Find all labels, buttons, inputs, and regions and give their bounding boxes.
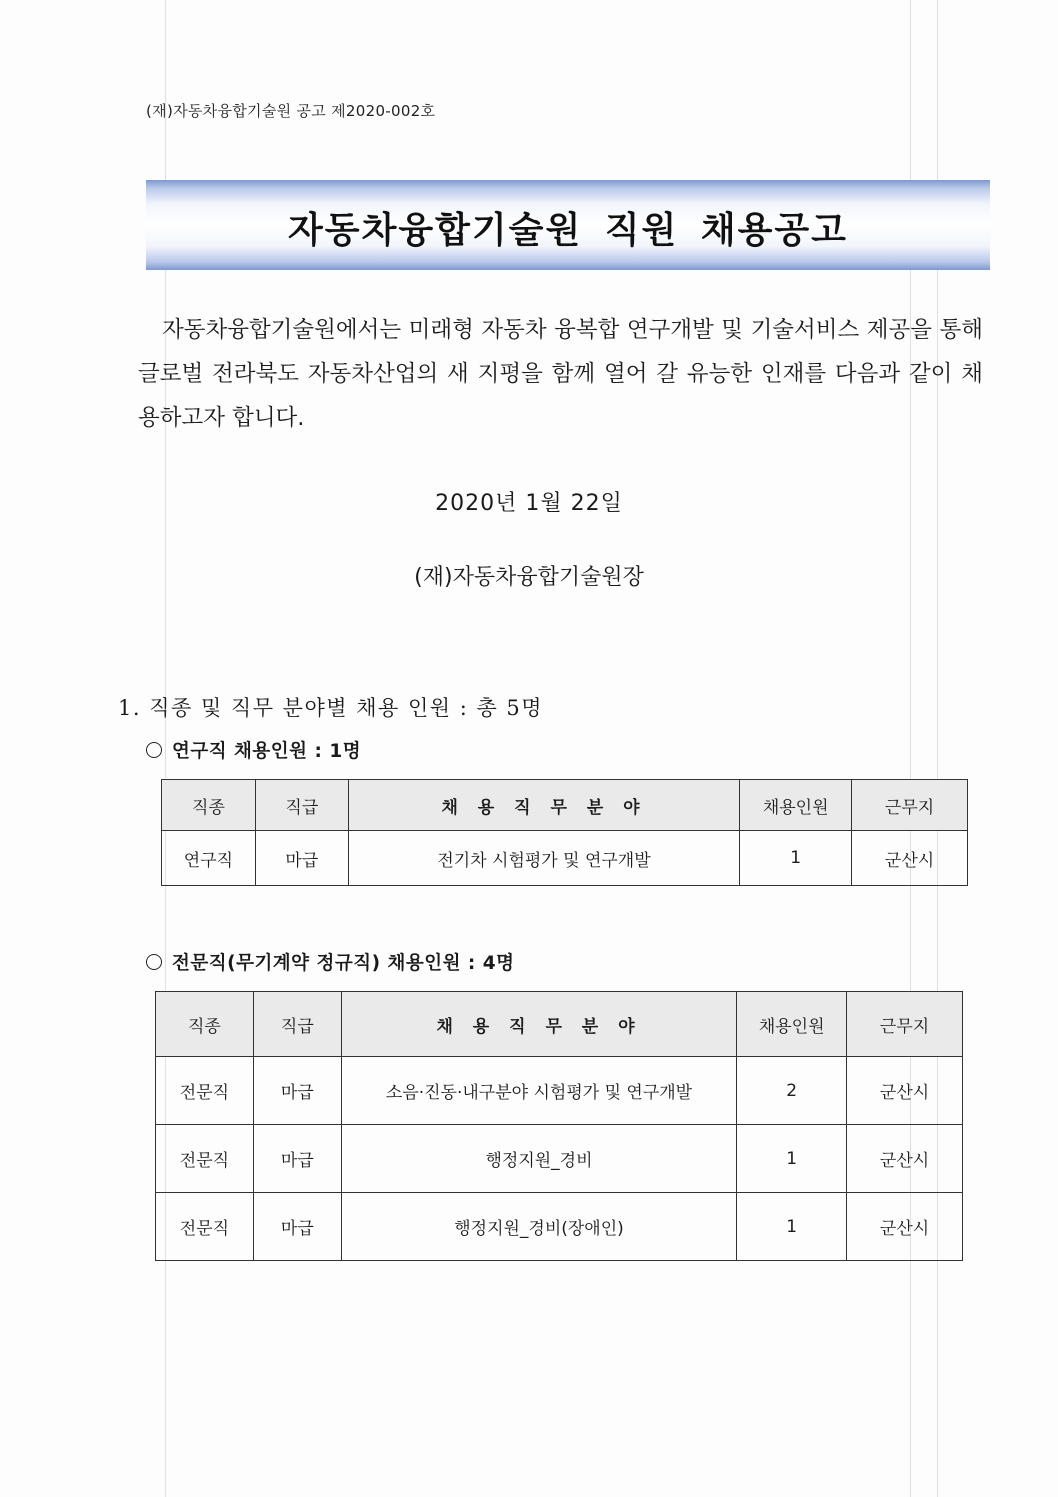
table-cell: 전문직	[156, 1057, 254, 1125]
table-row	[156, 1057, 963, 1125]
table-row	[156, 1193, 963, 1261]
intro-paragraph	[138, 308, 983, 440]
table-cell: 행정지원_경비(장애인)	[341, 1193, 736, 1261]
table-cell: 마급	[253, 1125, 341, 1193]
table-cell: 전문직	[156, 1193, 254, 1261]
notice-date: 2020년 1월 22일	[435, 491, 623, 516]
table-cell: 군산시	[847, 1125, 963, 1193]
notice-number: (재)자동차융합기술원 공고 제2020-002호	[146, 102, 436, 120]
table-cell: 1	[737, 1125, 847, 1193]
intro-text: 자동차융합기술원에서는 미래형 자동차 융복합 연구개발 및 기술서비스 제공을 통해 글로벌 전라북도 자동차산업의 새 지평을 함께 열어 갈 유능한 인재를 다음과 같이 채용하고자 합니다.	[138, 317, 983, 431]
section-heading: 1. 직종 및 직무 분야별 채용 인원 : 총 5명	[118, 696, 544, 720]
column-header: 근무지	[847, 992, 963, 1057]
column-header: 직급	[253, 992, 341, 1057]
research-table	[161, 779, 968, 886]
table-row	[162, 831, 968, 886]
table-row	[156, 1125, 963, 1193]
table-cell: 1	[737, 1193, 847, 1261]
column-header: 직종	[162, 780, 256, 831]
column-header: 채 용 직 무 분 야	[341, 992, 736, 1057]
professional-subheading	[146, 949, 515, 975]
table-cell: 군산시	[852, 831, 968, 886]
table-cell: 전기차 시험평가 및 연구개발	[348, 831, 739, 886]
table-cell: 마급	[253, 1193, 341, 1261]
professional-table	[155, 991, 963, 1261]
professional-label: 전문직(무기계약 정규직) 채용인원 : 4명	[172, 953, 515, 974]
issuer-name: (재)자동차융합기술원장	[414, 565, 644, 590]
column-header: 채용인원	[740, 780, 852, 831]
table-cell: 군산시	[847, 1057, 963, 1125]
table-cell: 군산시	[847, 1193, 963, 1261]
table-cell: 마급	[253, 1057, 341, 1125]
column-header: 채용인원	[737, 992, 847, 1057]
table-cell: 소음·진동·내구분야 시험평가 및 연구개발	[341, 1057, 736, 1125]
table-cell: 연구직	[162, 831, 256, 886]
research-subheading	[146, 737, 361, 763]
table-cell: 2	[737, 1057, 847, 1125]
column-header: 근무지	[852, 780, 968, 831]
column-header: 채 용 직 무 분 야	[348, 780, 739, 831]
column-header: 직종	[156, 992, 254, 1057]
table-cell: 마급	[255, 831, 348, 886]
page-title: 자동차융합기술원 직원 채용공고	[288, 210, 848, 251]
research-label: 연구직 채용인원 : 1명	[172, 741, 362, 762]
table-header-row	[162, 780, 968, 831]
circle-bullet-icon	[146, 954, 162, 970]
table-header-row	[156, 992, 963, 1057]
table-cell: 1	[740, 831, 852, 886]
column-header: 직급	[255, 780, 348, 831]
circle-bullet-icon	[146, 742, 162, 758]
table-cell: 전문직	[156, 1125, 254, 1193]
table-cell: 행정지원_경비	[341, 1125, 736, 1193]
